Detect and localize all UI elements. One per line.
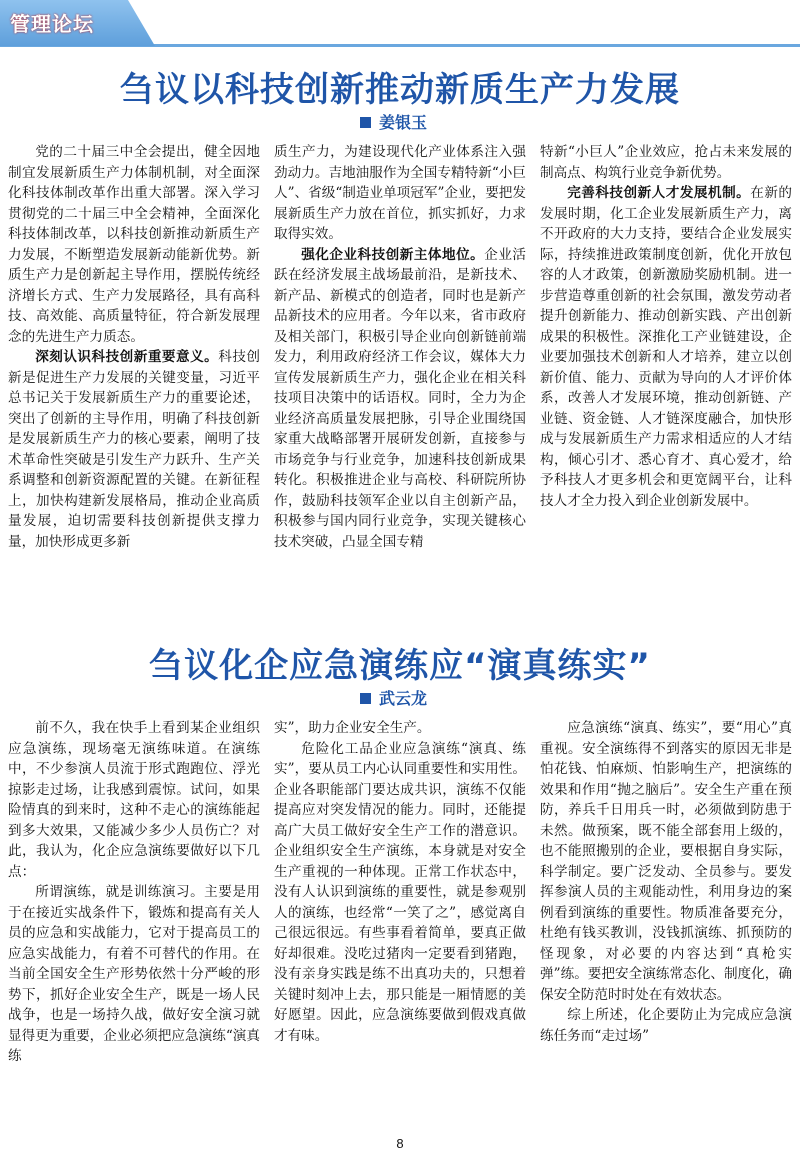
section-heading: 深刻认识科技创新重要意义。 xyxy=(35,349,219,365)
paragraph: 前不久，我在快手上看到某企业组织应急演练，现场毫无演练味道。在演练中，不少参演人员流于形式跑跑位、浮光掠影走过场，让我感到震惊。试问，如果险情真的到来时，这种不走心的演练能起到多大效果，又能减少多少人员伤亡？对此，我认为，化企应急演练要做好以下几点： xyxy=(8,720,260,880)
paragraph: 综上所述，化企要防止为完成应急演练任务而“走过场” xyxy=(540,1007,792,1044)
article1-column-1 xyxy=(8,142,260,624)
paragraph: 质生产力，为建设现代化产业体系注入强劲动力。吉地油服作为全国专精特新“小巨人”、省级“制造业单项冠军”企业，要把发展新质生产力放在首位，抓实抓好，力求取得实效。 xyxy=(274,144,526,242)
paragraph: 强化企业科技创新主体地位。企业活跃在经济发展主战场最前沿，是新技术、新产品、新模式的创造者，同时也是新产品新技术的应用者。今年以来，省市政府及相关部门，积极引导企业向创新链前端发力，利用政府经济工作会议，媒体大力宣传发展新质生产力，强化企业在相关科技项目决策中的话语权。同时，全力为企业经济高质量发展把脉，引导企业围绕国家重大战略部署开展研发创新，直接参与市场竞争与行业竞争，加速科技创新成果转化。积极推进企业与高校、科研院所协作，鼓励科技领军企业以自主创新产品，积极参与国内同行业竞争，实现关键核心技术突破，凸显全国专精 xyxy=(274,246,526,550)
paragraph: 党的二十届三中全会提出，健全因地制宜发展新质生产力体制机制，对全面深化科技体制改革作出重大部署。深入学习贯彻党的二十届三中全会精神，全面深化科技体制改革，以科技创新推动新质生产力发展，不断塑造发展新动能新优势。新质生产力是创新起主导作用，摆脱传统经济增长方式、生产力发展路径，具有高科技、高效能、高质量特征，符合新发展理念的先进生产力质态。 xyxy=(8,144,260,345)
article1-title: 刍议以科技创新推动新质生产力发展 xyxy=(120,70,680,110)
paragraph: 深刻认识科技创新重要意义。科技创新是促进生产力发展的关键变量，习近平总书记关于发展新质生产力的重要论述，突出了创新的主导作用，明确了科技创新是发展新质生产力的核心要素，阐明了技术革命性突破是引发生产力跃升、生产关系调整和创新资源配置的关键。在新征程上，加快构建新发展格局，推动企业高质量发展，迫切需要科技创新提供支撑力量，加快形成更多新 xyxy=(8,349,260,550)
paragraph: 所谓演练，就是训练演习。主要是用于在接近实战条件下，锻炼和提高有关人员的应急和实战能力，它对于提高员工的应急实战能力，有着不可替代的作用。在当前全国安全生产形势依然十分严峻的形势下，抓好企业安全生产，既是一场人民战争，也是一场持久战，做好安全演习就显得更为重要，企业必须把应急演练“演真练 xyxy=(8,884,260,1064)
article2-title: 刍议化企应急演练应“演真练实” xyxy=(149,646,651,686)
section-label: 管理论坛 xyxy=(10,12,94,36)
byline-square-icon xyxy=(360,117,371,128)
article2-column-3 xyxy=(540,718,792,1118)
article1-author: 姜银玉 xyxy=(379,113,428,132)
article1-column-2 xyxy=(274,142,526,624)
article2-column-1 xyxy=(8,718,260,1118)
paragraph: 危险化工品企业应急演练“演真、练实”，要从员工内心认同重要性和实用性。企业各职能部门要达成共识，演练不仅能提高应对突发情况的能力。同时，还能提高广大员工做好安全生产工作的潜意识。企业组织安全生产演练，本身就是对安全生产重视的一种体现。正常工作状态中，没有人认识到演练的重要性，就是参观别人的演练，也经常“一笑了之”，感觉离自己很远很远。有些事看着简单，要真正做好却很难。没吃过猪肉一定要看到猪跑，没有亲身实践是练不出真功夫的，只想着关键时刻冲上去，那只能是一厢情愿的美好愿望。因此，应急演练要做到假戏真做才有味。 xyxy=(274,740,526,1044)
article1-column-3 xyxy=(540,142,792,624)
byline-square-icon xyxy=(360,693,371,704)
article2-column-2 xyxy=(274,718,526,1118)
paragraph: 完善科技创新人才发展机制。在新的发展时期，化工企业发展新质生产力，离不开政府的大力支持，要结合企业发展实际，持续推进政策制度创新，优化开放包容的人才政策，创新激励奖励机制。进一步营造尊重创新的社会氛围，激发劳动者提升创新能力、推动创新实践、产出创新成果的积极性。深推化工产业链建设，企业要加强技术创新和人才培养，建立以创新价值、能力、贡献为导向的人才评价体系，改善人才发展环境，推动创新链、产业链、资金链、人才链深度融合，加快形成与发展新质生产力需求相适应的人才结构，倾心引才、悉心育才、真心爱才，给予科技人才更多机会和更宽阔平台，让科技人才全力投入到企业创新发展中。 xyxy=(540,185,792,509)
section-heading: 完善科技创新人才发展机制。 xyxy=(567,185,751,201)
article2-author: 武云龙 xyxy=(379,689,428,708)
paragraph: 特新“小巨人”企业效应，抢占未来发展的制高点、构筑行业竞争新优势。 xyxy=(540,144,792,181)
article1-body xyxy=(8,142,792,624)
page-number: 8 xyxy=(396,1136,404,1151)
article2-byline xyxy=(360,686,427,709)
article1-byline xyxy=(360,110,427,133)
paragraph: 实”，助力企业安全生产。 xyxy=(274,720,431,736)
section-heading: 强化企业科技创新主体地位。 xyxy=(301,246,485,263)
paragraph: 应急演练“演真、练实”，要“用心”真重视。安全演练得不到落实的原因无非是怕花钱、怕麻烦、怕影响生产，把演练的效果和作用“抛之脑后”。安全生产重在预防，养兵千日用兵一时，必须做到防患于未然。做预案，既不能全部套用上级的，也不能照搬别的企业，要根据自身实际，科学制定。要广泛发动、全员参与。要发挥参演人员的主观能动性，利用身边的案例看到演练的重要性。物质准备要充分，杜绝有钱买教训，没钱抓演练、抓预防的怪现象，对必要的内容达到“真枪实弹”练。要把安全演练常态化、制度化，确保安全防范时时处在有效状态。 xyxy=(540,720,792,1003)
article2-body xyxy=(8,718,792,1118)
